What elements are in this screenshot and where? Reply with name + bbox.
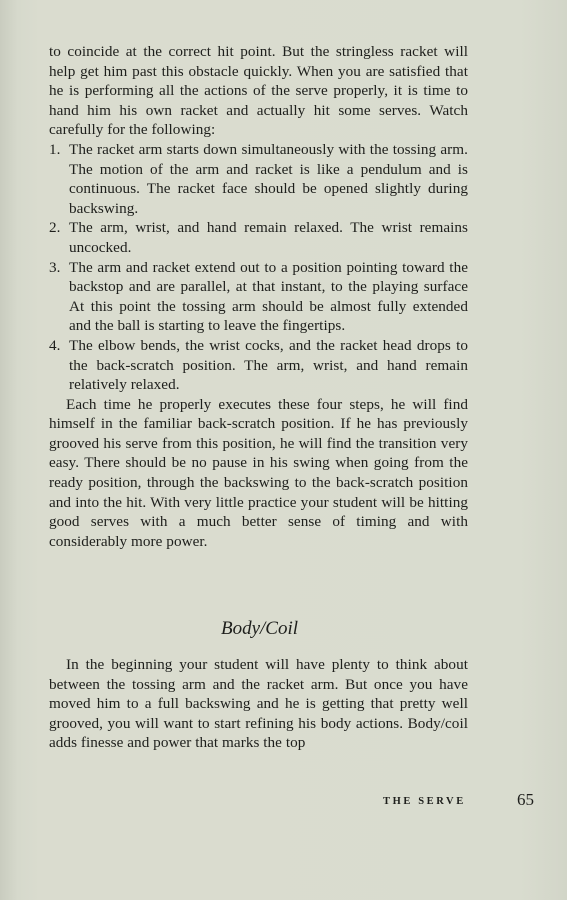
running-footer: THE SERVE — [383, 796, 466, 807]
body-text-top — [49, 42, 468, 551]
step-number: 4. — [49, 336, 61, 354]
step-number: 1. — [49, 140, 61, 158]
step-text: The arm and racket extend out to a position pointing toward the backstop and are parallel, at that instant, to the playing surface At this point the tossing arm should be almost fully extended and the ball is starting to leave the fingertips. — [69, 258, 468, 335]
step-text: The racket arm starts down simultaneously with the tossing arm. The motion of the arm and racket is like a pendulum and is continuous. The racket face should be opened slightly during backswing. — [69, 140, 468, 217]
closing-paragraph: Each time he properly executes these four steps, he will find himself in the familiar back-scratch position. If he has previously grooved his serve from this position, he will find the transition very easy. There should be no pause in his swing when going from the ready position, through the backswing to the back-scratch position and into the hit. With very little practice your student will be hitting good serves with a much better sense of timing and with considerably more power. — [49, 395, 468, 550]
section-paragraph: In the beginning your student will have plenty to think about between the tossing arm and the racket arm. But once you have moved him to a full backswing and he is getting that pretty well grooved, you will want to start refining his body actions. Body/coil adds finesse and power that marks the top — [49, 656, 468, 752]
body-text-bottom — [49, 655, 468, 753]
step-number: 2. — [49, 219, 61, 237]
list-item — [49, 218, 468, 257]
section-heading: Body/Coil — [220, 618, 299, 639]
page-number: 65 — [517, 790, 534, 809]
list-item — [49, 140, 468, 218]
serve-steps-list — [49, 140, 468, 395]
step-number: 3. — [49, 258, 61, 276]
list-item — [49, 258, 468, 336]
intro-paragraph: to coincide at the correct hit point. But the stringless racket will help get him past this obstacle quickly. When you are satisfied that he is performing all the actions of the serve properly, it is time to hand him his own racket and actually hit some serves. Watch carefully for the following: — [49, 43, 468, 139]
step-text: The elbow bends, the wrist cocks, and the racket head drops to the back-scratch position. The arm, wrist, and hand remain relatively relaxed. — [69, 336, 468, 394]
step-text: The arm, wrist, and hand remain relaxed. The wrist remains uncocked. — [69, 219, 468, 256]
list-item — [49, 336, 468, 395]
